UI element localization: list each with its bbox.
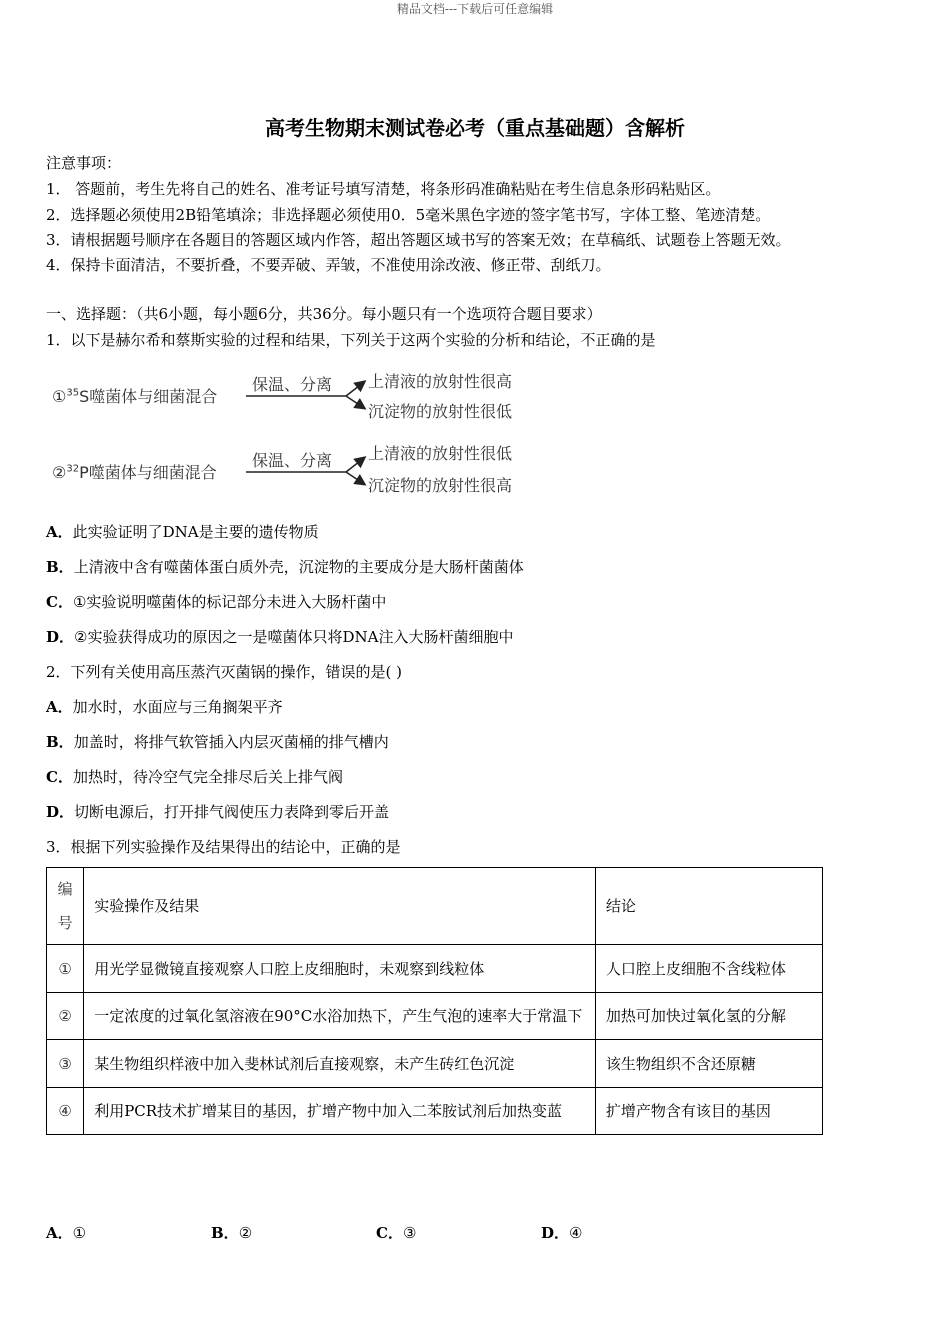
- section-heading: 一、选择题：（共6小题，每小题6分，共36分。每小题只有一个选项符合题目要求）: [46, 305, 602, 323]
- row-conclusion: 人口腔上皮细胞不含线粒体: [595, 945, 822, 993]
- row-conclusion: 加热可加快过氧化氢的分解: [595, 993, 822, 1040]
- row1-sediment: 沉淀物的放射性很低: [368, 402, 513, 421]
- table-row: [47, 1088, 823, 1135]
- row-conclusion: 该生物组织不含还原糖: [595, 1040, 822, 1088]
- row1-number: ①: [52, 387, 67, 406]
- row2-sediment: 沉淀物的放射性很高: [368, 476, 513, 495]
- row-number: ②: [47, 993, 84, 1040]
- notice-item: 4．保持卡面清洁，不要折叠，不要弄破、弄皱，不准使用涂改液、修正带、刮纸刀。: [46, 256, 611, 274]
- question-1-stem: 1．以下是赫尔希和蔡斯实验的过程和结果，下列关于这两个实验的分析和结论，不正确的是: [46, 331, 656, 349]
- q1-option-a[interactable]: A．此实验证明了DNA是主要的遗传物质: [46, 523, 319, 541]
- notice-item: 3．请根据题号顺序在各题目的答题区域内作答，超出答题区域书写的答案无效；在草稿纸、试题卷上答题无效。: [46, 231, 791, 249]
- notice-item: 2．选择题必须使用2B铅笔填涂；非选择题必须使用0．5毫米黑色字迹的签字笔书写，字体工整、笔迹清楚。: [46, 206, 771, 224]
- q1-option-d[interactable]: D．②实验获得成功的原因之一是噬菌体只将DNA注入大肠杆菌细胞中: [46, 628, 514, 646]
- table-row: [47, 993, 823, 1040]
- row1-supernatant: 上清液的放射性很高: [368, 372, 513, 391]
- question-2-stem: 2．下列有关使用高压蒸汽灭菌锅的操作，错误的是( ): [46, 663, 403, 681]
- q3-option-b[interactable]: B．②: [211, 1224, 253, 1242]
- question-3-stem: 3．根据下列实验操作及结果得出的结论中，正确的是: [46, 838, 401, 856]
- row2-label: [52, 460, 217, 483]
- row1-isotope: 35: [66, 387, 80, 399]
- row1-process: 保温、分离: [252, 375, 333, 394]
- row2-supernatant: 上清液的放射性很低: [368, 444, 513, 463]
- q3-option-a[interactable]: A．①: [46, 1224, 87, 1242]
- q2-option-d[interactable]: D．切断电源后，打开排气阀使压力表降到零后开盖: [46, 803, 390, 821]
- row-number: ①: [47, 945, 84, 993]
- experiment-table: [46, 867, 823, 1135]
- table-row: [47, 1040, 823, 1088]
- row-operation: 某生物组织样液中加入斐林试剂后直接观察，未产生砖红色沉淀: [84, 1040, 596, 1088]
- header-conclusion: 结论: [595, 868, 822, 945]
- row1-text: S噬菌体与细菌混合: [79, 387, 218, 406]
- header-number: 编号: [47, 868, 84, 945]
- notice-item: 1． 答题前，考生先将自己的姓名、准考证号填写清楚，将条形码准确粘贴在考生信息条形码粘贴区。: [46, 180, 721, 198]
- row1-down-arrow: [346, 396, 364, 408]
- table-row: [47, 945, 823, 993]
- row-conclusion: 扩增产物含有该目的基因: [595, 1088, 822, 1135]
- row2-down-arrow: [346, 472, 364, 484]
- row2-text: P噬菌体与细菌混合: [79, 463, 217, 482]
- q3-option-d[interactable]: D．④: [541, 1224, 583, 1242]
- q3-option-c[interactable]: C．③: [376, 1224, 417, 1242]
- q2-option-b[interactable]: B．加盖时，将排气软管插入内层灭菌桶的排气槽内: [46, 733, 389, 751]
- row-number: ③: [47, 1040, 84, 1088]
- row2-number: ②: [52, 463, 67, 482]
- watermark: 精品文档---下载后可任意编辑: [396, 2, 554, 16]
- row-operation: 一定浓度的过氧化氢溶液在90°C水浴加热下，产生气泡的速率大于常温下: [84, 993, 596, 1040]
- row-number: ④: [47, 1088, 84, 1135]
- header-operation: 实验操作及结果: [84, 868, 596, 945]
- row1-label: [52, 384, 217, 407]
- page-title: 高考生物期末测试卷必考（重点基础题）含解析: [265, 116, 685, 140]
- q2-option-c[interactable]: C．加热时，待冷空气完全排尽后关上排气阀: [46, 768, 343, 786]
- q2-option-a[interactable]: A．加水时，水面应与三角搁架平齐: [46, 698, 283, 716]
- q1-option-b[interactable]: B．上清液中含有噬菌体蛋白质外壳，沉淀物的主要成分是大肠杆菌菌体: [46, 558, 524, 576]
- row2-process: 保温、分离: [252, 451, 333, 470]
- row1-up-arrow: [346, 382, 364, 396]
- row2-up-arrow: [346, 458, 364, 472]
- notice-heading: 注意事项：: [46, 154, 122, 172]
- experiment-diagram: [46, 360, 546, 500]
- table-header-row: [47, 868, 823, 945]
- row-operation: 用光学显微镜直接观察人口腔上皮细胞时，未观察到线粒体: [84, 945, 596, 993]
- row2-isotope: 32: [66, 463, 80, 475]
- row-operation: 利用PCR技术扩增某目的基因，扩增产物中加入二苯胺试剂后加热变蓝: [84, 1088, 596, 1135]
- q1-option-c[interactable]: C．①实验说明噬菌体的标记部分未进入大肠杆菌中: [46, 593, 387, 611]
